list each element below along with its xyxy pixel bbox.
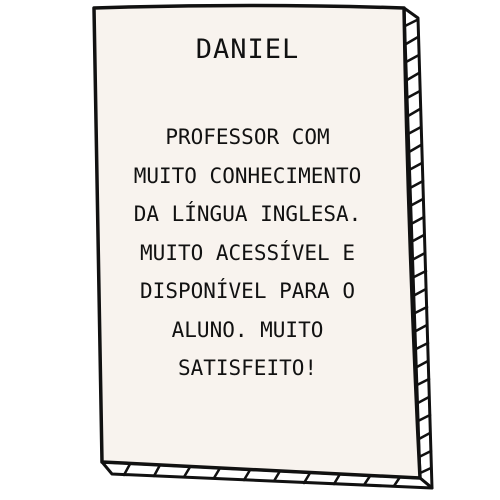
review-line: PROFESSOR COM	[165, 125, 330, 149]
review-line: MUITO ACESSÍVEL E	[140, 240, 355, 265]
review-line: DA LÍNGUA INGLESA.	[133, 202, 362, 226]
review-text	[95, 118, 400, 388]
review-line: MUITO CONHECIMENTO	[133, 163, 362, 188]
review-line: ALUNO. MUITO	[171, 317, 324, 342]
review-line: SATISFEITO!	[177, 356, 318, 380]
card-content	[95, 20, 400, 460]
reviewer-name: DANIEL	[195, 34, 300, 65]
review-line: DISPONÍVEL PARA O	[140, 279, 355, 303]
